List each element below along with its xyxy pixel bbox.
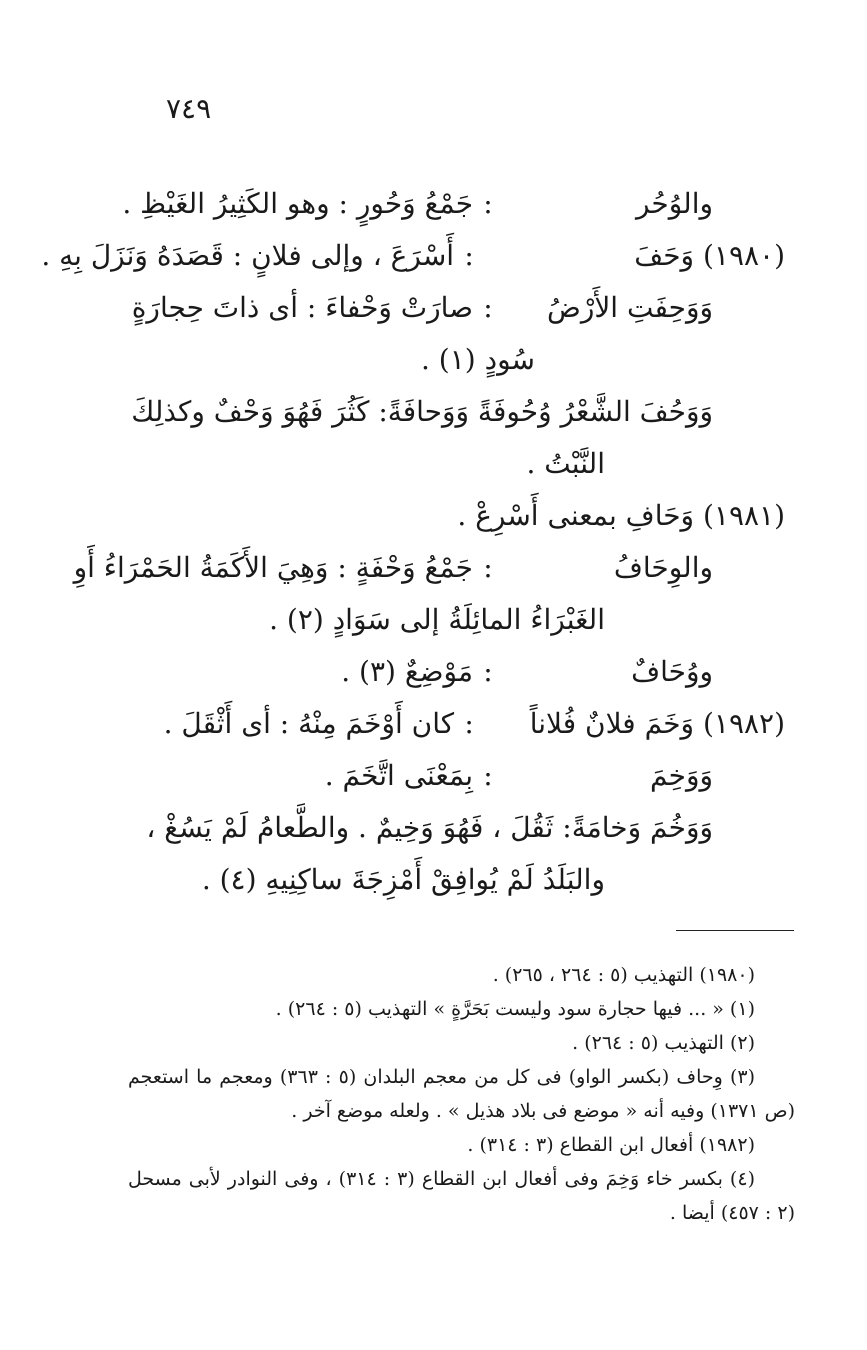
entry-headword: وَوَخِمَ (650, 759, 713, 792)
page-number: ٧٤٩ (166, 92, 212, 125)
entry-definition: كان أَوْخَمَ مِنْهُ : أى أَثْقَلَ . (163, 707, 455, 740)
entry-number: (١٩٨٠) (702, 239, 785, 272)
entry-definition: أَسْرَعَ ، وإلى فلانٍ : قَصَدَهُ وَنَزَلَ بِهِ . (41, 239, 455, 272)
footnotes (128, 958, 795, 1230)
entry-definition: صارَتْ وَحْفاءَ : أى ذاتَ حِجارَةٍ (131, 291, 473, 324)
footnote: (١٩٨٢) أفعال ابن القطاع (٣ : ٣١٤) . (467, 1134, 755, 1156)
entry-separator: : (483, 551, 493, 584)
entry-definition: كَثُرَ فَهُوَ وَحْفٌ وكذلِكَ (131, 395, 370, 428)
entry-line (105, 334, 785, 386)
entry-line (105, 282, 785, 334)
entry-headword: وَوَحُفَ الشَّعْرُ وُحُوفَةً وَوَحافَةً: (378, 395, 713, 428)
entry-headword: ووُحَافٌ (631, 655, 713, 688)
dictionary-entries (41, 178, 785, 906)
entry-number: (١٩٨٢) (702, 707, 785, 740)
entry-line (41, 230, 785, 282)
entry-line (105, 698, 785, 750)
entry-line (105, 802, 785, 854)
entry-separator: : (464, 239, 474, 272)
entry-definition: سُودٍ (١) . (421, 343, 535, 376)
entry-number: (١٩٨١) (702, 499, 785, 532)
entry-line (105, 490, 785, 542)
entry-line (105, 594, 785, 646)
entry-headword: وَخَمَ فلانٌ فُلاناً (529, 707, 695, 740)
entry-definition: جَمْعُ وَحْفَةٍ : وَهِيَ الأَكَمَةُ الحَمْرَاءُ أَوِ (73, 551, 473, 584)
entry-definition: الغَبْرَاءُ المائِلَةُ إلى سَوَادٍ (٢) . (269, 603, 605, 636)
footnote: (٣) وِحاف (بكسر الواو) فى كل من معجم البلدان (٥ : ٣٦٣) ومعجم ما استعجم (ص ١٣٧١) وفيه أنه « موضع فى بلاد هذيل » . ولعله موضع آخر . (128, 1066, 795, 1122)
entry-headword: وَحَفَ (634, 239, 695, 272)
entry-headword: وَحَافِ بمعنى أَسْرِعْ . (457, 499, 695, 532)
entry-line (105, 750, 785, 802)
entry-separator: : (483, 655, 493, 688)
footnote-divider (676, 930, 794, 931)
footnote: (١) « ... فيها حجارة سود وليست بَحَرَّةٍ » التهذيب (٥ : ٢٦٤) . (275, 998, 755, 1020)
entry-definition: والبَلَدُ لَمْ يُوافِقْ أَمْزِجَةَ ساكِنِيهِ (٤) . (201, 863, 605, 896)
footnote: (١٩٨٠) التهذيب (٥ : ٢٦٤ ، ٢٦٥) . (492, 964, 755, 986)
entry-headword: والوِحَافُ (613, 551, 713, 584)
footnote: (٢) التهذيب (٥ : ٢٦٤) . (572, 1032, 755, 1054)
entry-line (105, 854, 785, 906)
entry-line (105, 438, 785, 490)
entry-definition: جَمْعُ وَحُورٍ : وهو الكَثِيرُ الغَيْظِ . (122, 187, 473, 220)
entry-headword: وَوَخُمَ وَخامَةً: (562, 811, 713, 844)
entry-definition: ثَقُلَ ، فَهُوَ وَخِيمٌ . والطَّعامُ لَمْ يَسُغْ ، (146, 811, 554, 844)
footnote: (٤) بكسر خاء وَخِمَ وفى أفعال ابن القطاع (٣ : ٣١٤) ، وفى النوادر لأبى مسحل (٢ : ٤٥٧) أيضا . (128, 1168, 795, 1224)
entry-definition: النَّبْتُ . (526, 447, 605, 480)
entry-definition: بِمَعْنَى اتَّخَمَ . (324, 759, 473, 792)
entry-line (105, 178, 785, 230)
entry-headword: والوُحُر (635, 187, 713, 220)
entry-line (73, 542, 785, 594)
entry-separator: : (483, 291, 493, 324)
entry-separator: : (483, 187, 493, 220)
entry-separator: : (483, 759, 493, 792)
entry-headword: وَوَحِفَتِ الأَرْضُ (546, 291, 713, 324)
entry-separator: : (464, 707, 474, 740)
entry-definition: مَوْضِعٌ (٣) . (341, 655, 473, 688)
entry-line (105, 386, 785, 438)
entry-line (105, 646, 785, 698)
